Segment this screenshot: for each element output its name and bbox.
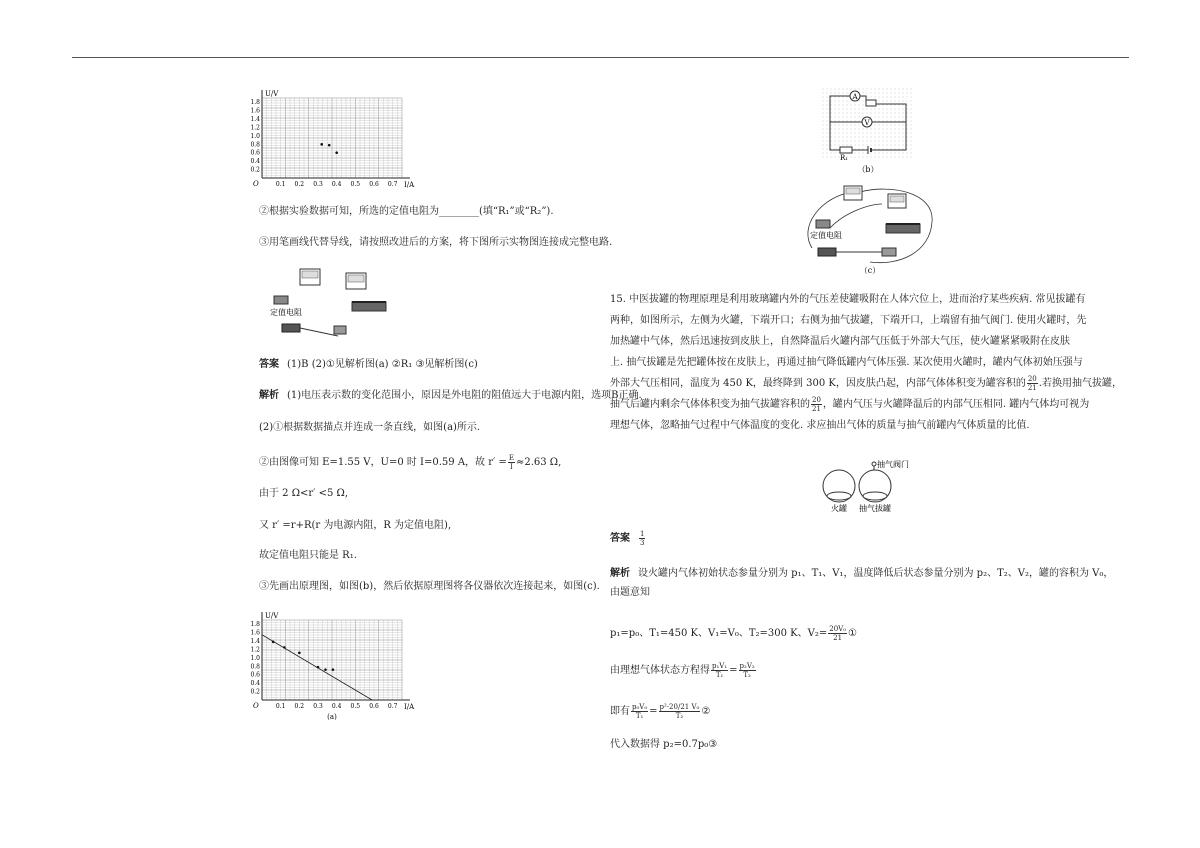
r-answer-line	[610, 530, 646, 547]
r-s5-n1: p₀V₀	[632, 703, 648, 711]
r-answer-den: 3	[640, 539, 645, 547]
y-tick-label: 0.4	[250, 680, 260, 688]
y-tick-label: 1.4	[250, 116, 260, 124]
answer-line	[259, 358, 478, 372]
jar2-label: 抽气拔罐	[859, 504, 891, 513]
rheostat-icon	[352, 302, 386, 311]
analysis-a2: (2)①根据数据描点并连成一条直线，如图(a)所示.	[259, 422, 481, 433]
apparatus-figure	[268, 266, 398, 344]
x-axis-label: I/A	[404, 181, 415, 189]
r-s5-d2: T₂	[675, 712, 684, 720]
x-tick-label: 0.2	[294, 703, 305, 710]
r-s4	[610, 662, 757, 679]
r-s5-eq: =	[649, 706, 658, 717]
q15-paragraph	[610, 289, 1150, 436]
frac-num: 20	[812, 396, 821, 404]
voltmeter-label: V	[864, 119, 870, 127]
r-s2: 由题意知	[610, 587, 650, 598]
valve-icon	[872, 462, 876, 466]
fig-b-caption: （b）	[857, 165, 879, 174]
analysis-a1: (1)电压表示数的变化范围小，原因是外电阻的阻值远大于电源内阻，选项B正确.	[287, 390, 642, 401]
battery-icon	[282, 324, 300, 332]
suction-jar-icon	[859, 470, 891, 502]
x-axis-label: I/A	[404, 703, 415, 711]
q15-line2: 两种，如图所示，左侧为火罐，下端开口；右侧为抽气拔罐，下端开口，上端留有抽气阀门. 使用火罐时，先	[610, 315, 1087, 326]
analysis-label: 解析	[259, 390, 279, 401]
apparatus-c	[800, 182, 940, 276]
y-axis-label: U/V	[265, 90, 279, 98]
r-s3-frac	[828, 625, 847, 642]
r-s3-den: 21	[833, 634, 843, 642]
circuit-b	[822, 88, 914, 176]
data-point	[332, 668, 335, 671]
q15-line6-pre: 抽气后罐内剩余气体体积变为抽气拔罐容积的	[610, 399, 810, 410]
x-tick-label: 0.3	[313, 181, 323, 188]
valve-label: 抽气阀门	[877, 460, 909, 469]
q15-line3: 加热罐中气体，然后迅速按到皮肤上，自然降温后火罐内部气压低于外部大气压，使火罐紧紧吸附在皮肤	[610, 336, 1070, 347]
r-s4-text: 由理想气体状态方程得	[610, 665, 710, 676]
frac-num: 20	[1027, 375, 1037, 383]
q15-line7: 理想气体，忽略抽气过程中气体温度的变化. 求应抽出气体的质量与抽气前罐内气体质量的比值.	[610, 420, 1030, 431]
y-tick-label: 0.8	[250, 141, 260, 149]
ammeter-icon	[300, 269, 320, 285]
chart-a	[248, 612, 423, 720]
x-tick-label: 0.4	[331, 703, 342, 710]
r-s5-text: 即有	[610, 706, 630, 717]
a3-den: I	[510, 463, 513, 471]
y-tick-label: 0.2	[250, 166, 260, 174]
data-point	[324, 668, 327, 671]
x-tick-label: 0.5	[350, 703, 361, 710]
r-s6: 代入数据得 p₂=0.7p₀③	[610, 739, 718, 750]
data-point	[335, 151, 338, 154]
frac-den: 21	[812, 405, 821, 413]
r-s3-text: p₁=p₀、T₁=450 K、V₁=V₀、T₂=300 K、V₂=	[610, 628, 828, 639]
q15-line1: 15. 中医拔罐的物理原理是利用玻璃罐内外的气压差使罐吸附在人体穴位上，进而治疗某些疾病. 常见拔罐有	[610, 294, 1086, 305]
y-tick-label: 1.6	[250, 107, 260, 115]
x-tick-label: 0.3	[313, 703, 323, 710]
x-tick-label: 0.1	[275, 181, 286, 188]
battery-icon	[818, 248, 836, 256]
x-tick-label: 0.6	[369, 703, 379, 710]
frac-20-21	[1027, 375, 1038, 392]
analysis-a4: 由于 2 Ω<r′ <5 Ω,	[259, 488, 349, 499]
r-s5-frac1	[631, 703, 648, 720]
r-s4-n1: p₁V₁	[712, 662, 728, 670]
analysis-a3	[259, 454, 561, 471]
q15-line5	[610, 373, 1150, 394]
y-tick-label: 1.0	[250, 654, 260, 662]
r-s4-frac1	[711, 662, 728, 679]
data-point	[283, 646, 286, 649]
y-tick-label: 1.0	[250, 132, 260, 140]
x-tick-label: 0.7	[387, 181, 398, 188]
r-answer-fraction	[639, 530, 645, 547]
y-tick-label: 0.6	[250, 671, 260, 679]
y-tick-label: 0.2	[250, 688, 260, 696]
r-s4-d1: T₁	[715, 671, 724, 679]
q15-line6-post: ，罐内气压与火罐降温后的内部气压相同. 罐内气体均可视为	[822, 399, 1090, 410]
x-tick-label: 0.2	[294, 181, 305, 188]
switch-icon	[836, 248, 896, 256]
y-tick-label: 1.4	[250, 638, 260, 646]
analysis-a6: 故定值电阻只能是 R₁.	[259, 550, 357, 561]
r-analysis-line1	[610, 567, 1113, 581]
a3-post: ≈2.63 Ω,	[515, 457, 562, 468]
data-point	[320, 143, 323, 146]
y-axis-label: U/V	[265, 612, 279, 620]
q3-text: ③用笔画线代替导线，请按照改进后的方案，将下图所示实物图连接成完整电路.	[259, 237, 613, 248]
r-s4-frac2	[739, 662, 756, 679]
q15-line4: 上. 抽气拔罐是先把罐体按在皮肤上，再通过抽气降低罐内气体压强. 某次使用火罐时，罐内气体初始压强与	[610, 357, 1083, 368]
q15-line5-post: .若换用抽气拔罐，	[1038, 378, 1122, 389]
y-tick-label: 1.6	[250, 629, 260, 637]
y-tick-label: 0.4	[250, 158, 260, 166]
jar1-label: 火罐	[831, 504, 847, 513]
analysis-a5: 又 r′ =r+R(r 为电源内阻，R 为定值电阻),	[259, 520, 452, 531]
resistor-icon	[274, 296, 288, 304]
frac-20-21-b	[811, 396, 822, 413]
resistor-label: 定值电阻	[270, 308, 302, 317]
a3-fraction	[508, 454, 515, 471]
jars-figure	[815, 456, 945, 514]
data-point	[298, 652, 301, 655]
x-tick-label: 0.5	[350, 181, 361, 188]
r-answer-num: 1	[640, 530, 645, 538]
r-s4-d2: T₂	[743, 671, 751, 679]
analysis-a7: ③先画出原理图，如图(b)，然后依据原理图将各仪器依次连接起来，如图(c).	[259, 581, 600, 592]
resistor-icon	[816, 220, 830, 228]
q15-line5-pre: 外部大气压相同，温度为 450 K，最终降到 300 K，因皮肤凸起，内部气体体积变为罐容积的	[610, 378, 1026, 389]
r-s5-end: ②	[701, 706, 711, 717]
data-point	[328, 144, 331, 147]
r-s5-n2: p²·20/21 V₀	[659, 703, 700, 711]
answer-text: (1)B (2)①见解析图(a) ②R₁ ③见解析图(c)	[287, 359, 478, 370]
y-tick-label: 1.8	[250, 99, 260, 107]
y-tick-label: 1.8	[250, 621, 260, 629]
answer-label: 答案	[259, 359, 279, 370]
r-s3	[610, 625, 857, 642]
r-answer-label: 答案	[610, 533, 630, 544]
a3-num: E	[508, 454, 514, 462]
rheostat-icon	[886, 224, 920, 233]
fig-c-caption: （c）	[859, 266, 881, 275]
data-point	[272, 641, 275, 644]
r1-resistor	[840, 147, 852, 153]
y-tick-label: 0.6	[250, 149, 260, 157]
switch-icon	[300, 326, 346, 336]
r-s3-end: ①	[848, 628, 857, 639]
r1-label: R₁	[840, 154, 849, 162]
r-s5	[610, 703, 710, 720]
r-analysis-label: 解析	[610, 568, 630, 579]
x-tick-label: 0.1	[275, 703, 286, 710]
origin-label: O	[253, 180, 259, 188]
r-s1: 设火罐内气体初始状态参量分别为 p₁、T₁、V₁，温度降低后状态参量分别为 p₂、T₂、V₂，罐的容积为 V₀，	[638, 568, 1114, 579]
r-s4-eq: =	[729, 665, 738, 676]
resistor-label: 定值电阻	[810, 231, 842, 240]
q15-line6	[610, 394, 1150, 415]
x-tick-label: 0.6	[369, 181, 379, 188]
x-tick-label: 0.7	[387, 703, 398, 710]
x-tick-label: 0.4	[331, 181, 342, 188]
r-s5-d1: T₁	[635, 712, 644, 720]
analysis-line-1	[259, 389, 642, 403]
y-tick-label: 1.2	[250, 124, 260, 132]
voltmeter-icon	[888, 194, 906, 208]
y-tick-label: 0.8	[250, 663, 260, 671]
a3-pre: ②由图像可知 E=1.55 V，U=0 时 I=0.59 A，故 r′ =	[259, 457, 507, 468]
ammeter-icon	[844, 186, 862, 200]
origin-label: O	[253, 702, 259, 710]
q2-text: ②根据实验数据可知，所选的定值电阻为________(填“R₁”或“R₂”).	[259, 206, 554, 217]
header-rule	[72, 57, 1129, 58]
fig-a-caption: (a)	[327, 713, 337, 720]
y-tick-label: 1.2	[250, 646, 260, 654]
fire-jar-icon	[823, 470, 855, 502]
ammeter-label: A	[852, 93, 858, 101]
r-s4-n2: p₂V₂	[739, 662, 755, 670]
data-point	[317, 666, 320, 669]
voltmeter-icon	[346, 273, 366, 289]
frac-den: 21	[1027, 384, 1037, 392]
chart-top	[248, 90, 423, 190]
r-s3-num: 20V₀	[829, 625, 847, 633]
r-s5-frac2	[659, 703, 701, 720]
